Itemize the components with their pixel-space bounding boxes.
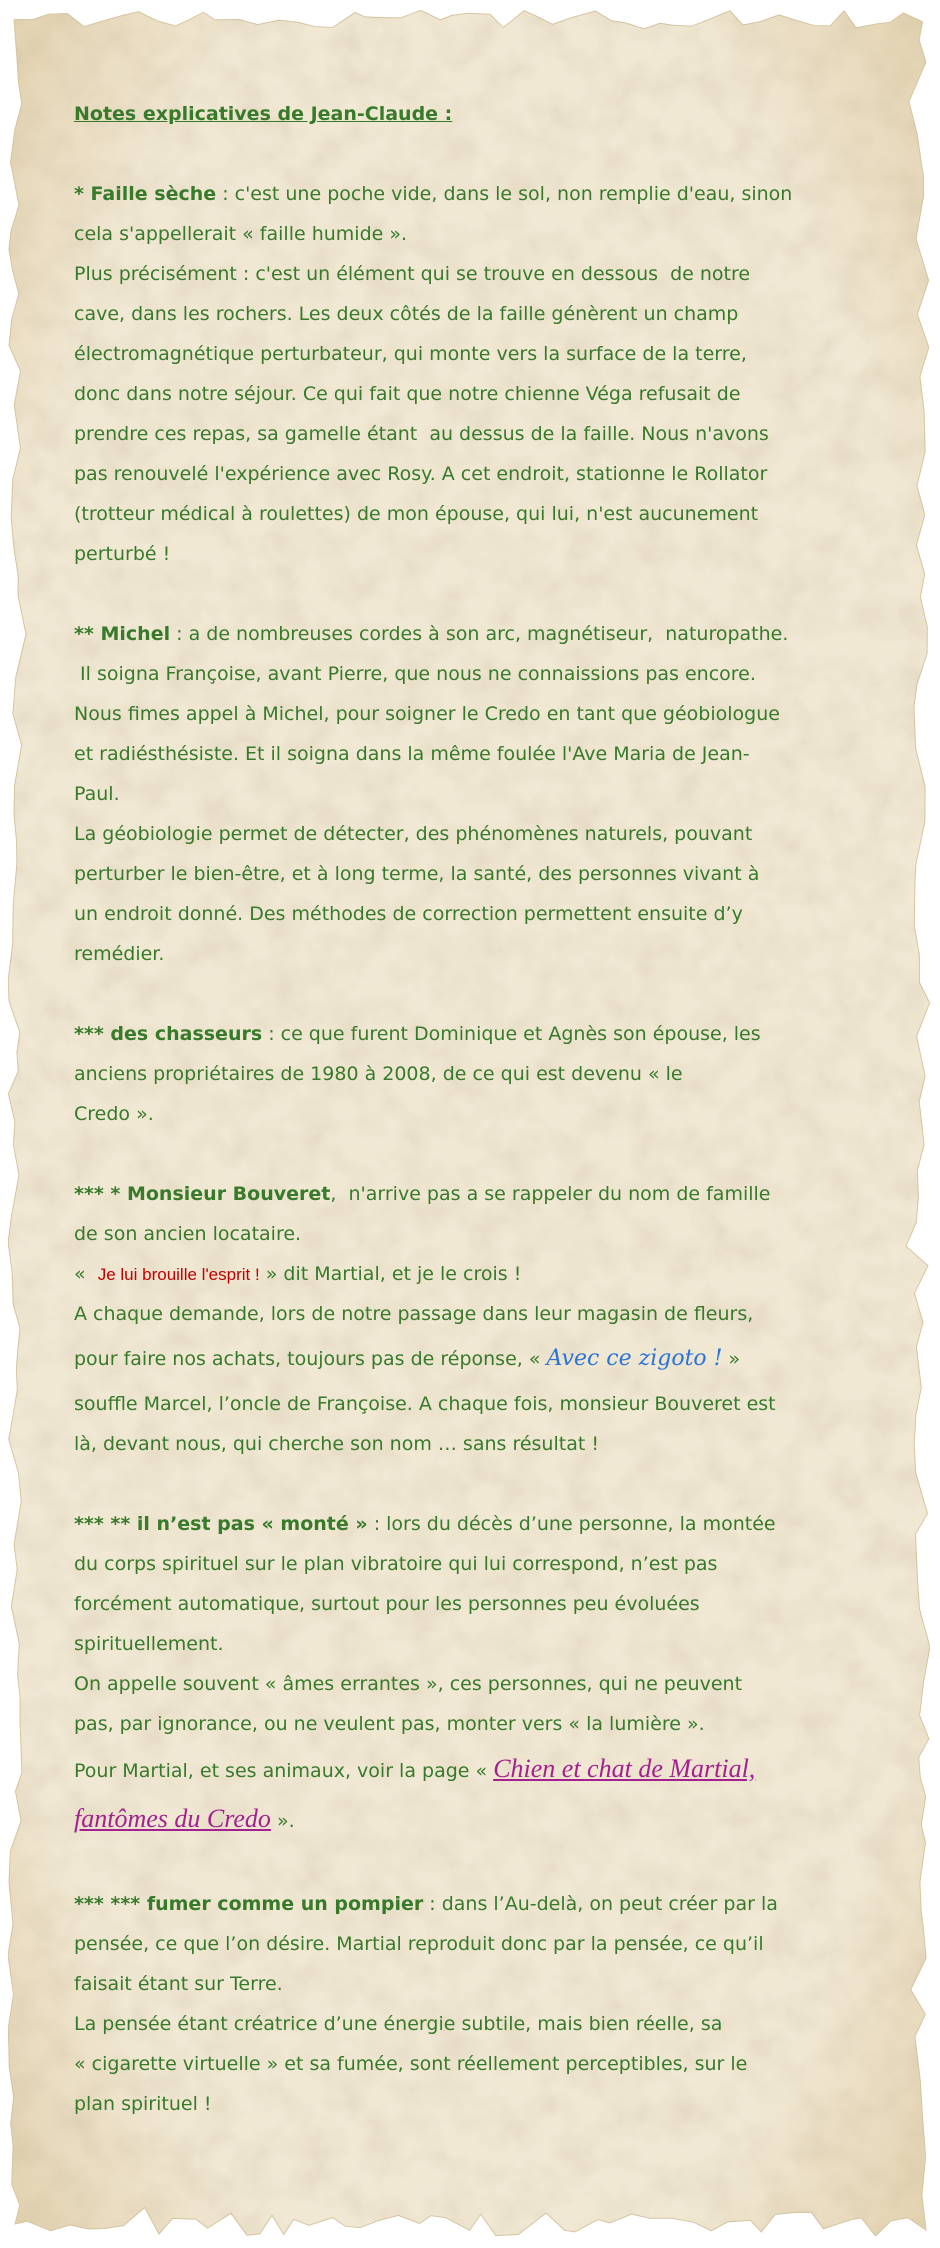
note-term: ** Michel — [74, 623, 171, 645]
note-text: du corps spirituel sur le plan vibratoire qui lui correspond, n’est pas — [74, 1553, 718, 1575]
note-line — [74, 934, 920, 974]
notes-body — [74, 134, 920, 2124]
note-text: cela s'appellerait « faille humide ». — [74, 223, 408, 245]
note-line — [74, 1744, 920, 1794]
note-line — [74, 1584, 920, 1624]
note-text: La géobiologie permet de détecter, des phénomènes naturels, pouvant — [74, 823, 753, 845]
note-line — [74, 1254, 920, 1294]
note-line — [74, 1544, 920, 1584]
note-text: « — [74, 1263, 98, 1285]
note-text: pour faire nos achats, toujours pas de réponse, « — [74, 1348, 547, 1370]
note-text: , n'arrive pas a se rappeler du nom de famille — [330, 1183, 771, 1205]
note-line — [74, 254, 920, 294]
note-text: A chaque demande, lors de notre passage dans leur magasin de fleurs, — [74, 1303, 754, 1325]
blank-line — [74, 574, 920, 614]
note-line — [74, 174, 920, 214]
note-text: pensée, ce que l’on désire. Martial reproduit donc par la pensée, ce qu’il — [74, 1933, 764, 1955]
note-term: * Faille sèche — [74, 183, 217, 205]
note-line — [74, 1794, 920, 1844]
note-line — [74, 1664, 920, 1704]
note-text: là, devant nous, qui cherche son nom … sans résultat ! — [74, 1433, 599, 1455]
blank-line — [74, 1844, 920, 1884]
page-link-chien-et-chat[interactable]: fantômes du Credo — [74, 1804, 271, 1833]
note-text: souffle Marcel, l’oncle de Françoise. A chaque fois, monsieur Bouveret est — [74, 1393, 776, 1415]
note-text: perturbé ! — [74, 543, 171, 565]
note-text: ». — [270, 1810, 295, 1832]
note-line — [74, 334, 920, 374]
note-text: : ce que furent Dominique et Agnès son épouse, les — [262, 1023, 761, 1045]
note-term: *** *** fumer comme un pompier — [74, 1893, 424, 1915]
note-line — [74, 1294, 920, 1334]
note-line — [74, 1704, 920, 1744]
note-term: *** * Monsieur Bouveret — [74, 1183, 331, 1205]
note-line — [74, 814, 920, 854]
note-text: et radiésthésiste. Et il soigna dans la même foulée l'Ave Maria de Jean- — [74, 743, 750, 765]
note-text: : a de nombreuses cordes à son arc, magnétiseur, naturopathe. — [170, 623, 789, 645]
note-text: électromagnétique perturbateur, qui monte vers la surface de la terre, — [74, 343, 747, 365]
note-text: cave, dans les rochers. Les deux côtés de la faille génèrent un champ — [74, 303, 739, 325]
note-text: La pensée étant créatrice d’une énergie subtile, mais bien réelle, sa — [74, 2013, 723, 2035]
note-text: Il soigna Françoise, avant Pierre, que nous ne connaissions pas encore. — [74, 663, 756, 685]
notes-panel — [74, 94, 920, 2124]
note-line — [74, 2044, 920, 2084]
note-text: (trotteur médical à roulettes) de mon épouse, qui lui, n'est aucunement — [74, 503, 759, 525]
note-text: donc dans notre séjour. Ce qui fait que notre chienne Véga refusait de — [74, 383, 741, 405]
note-line — [74, 534, 920, 574]
notes-title: Notes explicatives de Jean-Claude : — [74, 103, 453, 125]
note-line — [74, 1884, 920, 1924]
note-text: Credo ». — [74, 1103, 154, 1125]
note-text: prendre ces repas, sa gamelle étant au dessus de la faille. Nous n'avons — [74, 423, 769, 445]
note-text: un endroit donné. Des méthodes de correction permettent ensuite d’y — [74, 903, 743, 925]
note-line — [74, 694, 920, 734]
note-text: : c'est une poche vide, dans le sol, non remplie d'eau, sinon — [216, 183, 793, 205]
note-text: perturber le bien-être, et à long terme, la santé, des personnes vivant à — [74, 863, 760, 885]
quote-red-text: Je lui brouille l'esprit ! — [97, 1265, 260, 1284]
note-text: Paul. — [74, 783, 120, 805]
note-line — [74, 1174, 920, 1214]
note-text: pas, par ignorance, ou ne veulent pas, monter vers « la lumière ». — [74, 1713, 705, 1735]
quote-blue-text: Avec ce zigoto ! — [546, 1346, 723, 1371]
note-term: *** des chasseurs — [74, 1023, 263, 1045]
note-text: On appelle souvent « âmes errantes », ces personnes, qui ne peuvent — [74, 1673, 743, 1695]
note-line — [74, 494, 920, 534]
note-line — [74, 1334, 920, 1384]
note-line — [74, 294, 920, 334]
note-line — [74, 1924, 920, 1964]
note-line — [74, 1014, 920, 1054]
note-line — [74, 614, 920, 654]
note-line — [74, 414, 920, 454]
blank-line — [74, 974, 920, 1014]
note-line — [74, 1964, 920, 2004]
note-text: « cigarette virtuelle » et sa fumée, sont réellement perceptibles, sur le — [74, 2053, 748, 2075]
note-text: Pour Martial, et ses animaux, voir la page « — [74, 1760, 494, 1782]
note-text: plan spirituel ! — [74, 2093, 212, 2115]
note-line — [74, 454, 920, 494]
note-text: » dit Martial, et je le crois ! — [259, 1263, 522, 1285]
note-text: pas renouvelé l'expérience avec Rosy. A cet endroit, stationne le Rollator — [74, 463, 768, 485]
blank-line — [74, 134, 920, 174]
note-line — [74, 1384, 920, 1424]
note-line — [74, 214, 920, 254]
note-line — [74, 2004, 920, 2044]
note-text: » — [722, 1348, 741, 1370]
note-line — [74, 734, 920, 774]
note-text: spirituellement. — [74, 1633, 224, 1655]
note-line — [74, 654, 920, 694]
blank-line — [74, 1464, 920, 1504]
note-text: : lors du décès d’une personne, la montée — [367, 1513, 776, 1535]
note-line — [74, 854, 920, 894]
note-line — [74, 894, 920, 934]
note-line — [74, 374, 920, 414]
note-term: *** ** il n’est pas « monté » — [74, 1513, 368, 1535]
note-text: : dans l’Au-delà, on peut créer par la — [423, 1893, 778, 1915]
note-text: Plus précisément : c'est un élément qui se trouve en dessous de notre — [74, 263, 751, 285]
note-text: de son ancien locataire. — [74, 1223, 302, 1245]
note-line — [74, 1624, 920, 1664]
note-text: forcément automatique, surtout pour les personnes peu évoluées — [74, 1593, 700, 1615]
note-line — [74, 1504, 920, 1544]
note-text: faisait étant sur Terre. — [74, 1973, 283, 1995]
page-link-chien-et-chat[interactable]: Chien et chat de Martial, — [493, 1754, 756, 1783]
note-line — [74, 1054, 920, 1094]
note-line — [74, 1424, 920, 1464]
note-line — [74, 774, 920, 814]
note-line — [74, 1214, 920, 1254]
note-text: Nous fimes appel à Michel, pour soigner le Credo en tant que géobiologue — [74, 703, 780, 725]
note-text: anciens propriétaires de 1980 à 2008, de ce qui est devenu « le — [74, 1063, 683, 1085]
blank-line — [74, 1134, 920, 1174]
note-line — [74, 1094, 920, 1134]
note-line — [74, 2084, 920, 2124]
note-text: remédier. — [74, 943, 165, 965]
